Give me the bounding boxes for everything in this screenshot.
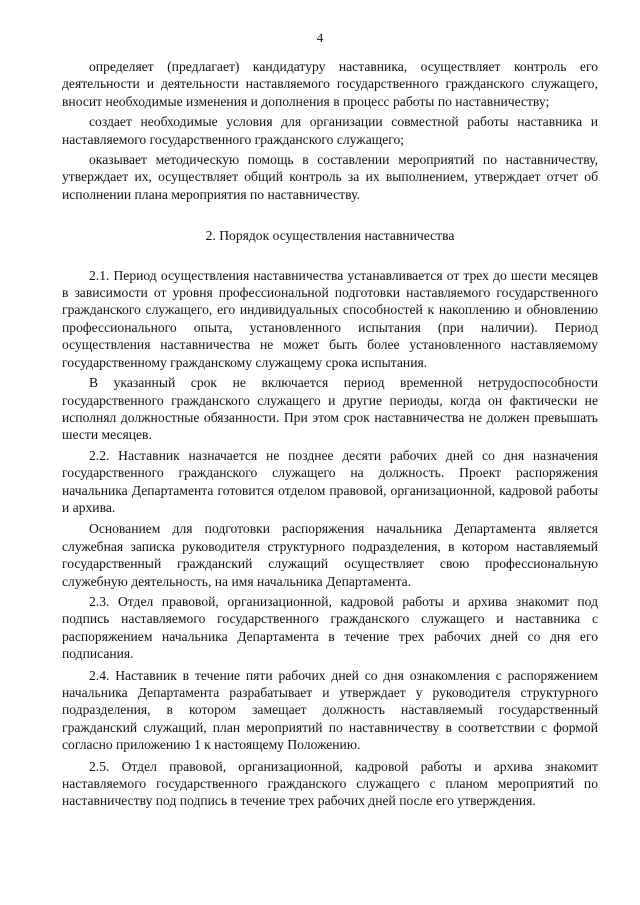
paragraph-2-2: 2.2. Наставник назначается не позднее десяти рабочих дней со дня назначения государственного гражданского служащего на должность. Проект распоряжения начальника Департамента готовится отделом правовой, организационной, кадровой работы и архива. xyxy=(62,447,598,515)
paragraph-2-1-continued: В указанный срок не включается период временной нетрудоспособности государственного гражданского служащего и другие периоды, когда он фактически не исполнял должностные обязанности. При этом срок наставничества не должен превышать шести месяцев. xyxy=(62,375,598,443)
paragraph-2-4: 2.4. Наставник в течение пяти рабочих дней со дня ознакомления с распоряжением начальника Департамента разрабатывает и утверждает у руководителя структурного подразделения, в котором замещает должность наставляемый государственный гражданский служащий, план мероприятий по наставничеству в соответствии с формой согласно приложению 1 к настоящему Положению. xyxy=(62,667,598,753)
paragraph-2-1: 2.1. Период осуществления наставничества устанавливается от трех до шести месяцев в зависимости от уровня профессиональной подготовки наставляемого государственного гражданского служащего, его индивидуальных способностей к накоплению и обновлению профессионального опыта, установленного испытания (при наличии). Период осуществления наставничества не может быть более установленного наставляемому государственному гражданскому служащему срока испытания. xyxy=(62,267,598,370)
paragraph-2-5: 2.5. Отдел правовой, организационной, кадровой работы и архива знакомит наставляемого государственного гражданского служащего с планом мероприятий по наставничеству под подпись в течение трех рабочих дней после его утверждения. xyxy=(62,758,598,809)
paragraph-intro-2: создает необходимые условия для организации совместной работы наставника и наставляемого государственного гражданского служащего; xyxy=(62,114,598,147)
paragraph-intro-1: определяет (предлагает) кандидатуру наставника, осуществляет контроль его деятельности и деятельности наставляемого государственного гражданского служащего, вносит необходимые изменения и дополнения в процесс работы по наставничеству; xyxy=(62,59,598,109)
page-number: 4 xyxy=(316,30,324,45)
paragraph-intro-3: оказывает методическую помощь в составлении мероприятий по наставничеству, утверждает их, осуществляет общий контроль за их выполнением, утверждает отчет об исполнении плана мероприятия по наставничеству. xyxy=(62,152,598,202)
paragraph-2-3: 2.3. Отдел правовой, организационной, кадровой работы и архива знакомит под подпись наставляемого государственного гражданского служащего и наставника с распоряжением начальника Департамента в течение трех рабочих дней со дня его подписания. xyxy=(62,593,598,662)
section-title: 2. Порядок осуществления наставничества xyxy=(205,228,455,244)
document-body xyxy=(62,58,598,813)
paragraph-2-2-continued: Основанием для подготовки распоряжения начальника Департамента является служебная записка руководителя структурного подразделения, в котором наставляемый государственный гражданский служащий осуществляет свою профессиональную служебную деятельность, на имя начальника Департамента. xyxy=(62,521,598,589)
